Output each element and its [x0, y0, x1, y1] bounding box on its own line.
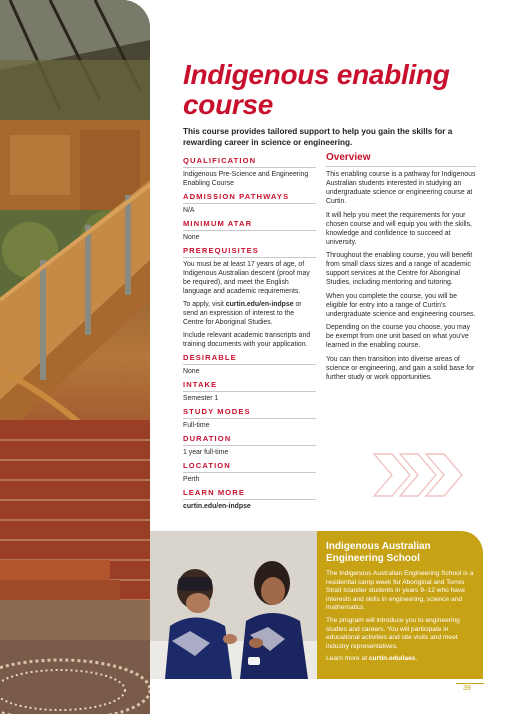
overview-paragraph-4: When you complete the course, you will be eligible for entry into a range of Curtin's undergraduate science and engineering courses.: [326, 292, 476, 318]
divider: [326, 166, 476, 167]
chevron-decoration-icon: [372, 452, 472, 498]
overview-paragraph-1: This enabling course is a pathway for Indigenous Australian students interested in studying an undergraduate science or engineering course at Curtin.: [326, 171, 476, 205]
qualification-label: QUALIFICATION: [183, 156, 257, 165]
admission-value: N/A: [183, 207, 195, 214]
learn-more-text: Learn more at: [326, 655, 369, 663]
overview-heading: Overview: [326, 152, 371, 163]
intro-text: This course provides tailored support to help you gain the skills for a rewarding career in science or engineering.: [183, 127, 453, 147]
apply-link[interactable]: curtin.edu/en-indpse: [225, 301, 294, 308]
atar-label: MINIMUM ATAR: [183, 219, 253, 228]
divider: [183, 418, 316, 419]
intake-label: INTAKE: [183, 380, 218, 389]
page-title: Indigenous enabling course: [183, 59, 450, 120]
overview-paragraph-5: Depending on the course you choose, you may be exempt from one unit based on what you've learned in the enabling course.: [326, 324, 471, 349]
divider: [183, 391, 316, 392]
divider: [183, 499, 316, 500]
divider: [183, 445, 316, 446]
study-modes-value: Full-time: [183, 422, 210, 429]
qualification-value: Indigenous Pre-Science and Engineering Enabling Course: [183, 171, 309, 187]
desirable-value: None: [183, 368, 200, 375]
overview-section: [326, 152, 476, 386]
feature-paragraph-1: The Indigenous Australian Engineering School is a residential camp week for Aboriginal and Torres Strait Islander students in years 9–12 who have interests and skills in engineering, science and mathematics.: [326, 570, 474, 612]
prereq-apply-text: To apply, visit: [183, 301, 226, 308]
staircase-photo: [0, 0, 150, 714]
divider: [183, 167, 316, 168]
iaes-feature-box: [317, 531, 483, 679]
divider: [183, 230, 316, 231]
duration-value: 1 year full-time: [183, 449, 229, 456]
iaes-link[interactable]: curtin.edu/iaes: [368, 655, 416, 663]
learn-more-text-end: .: [415, 655, 418, 663]
location-label: LOCATION: [183, 461, 231, 470]
staircase-illustration: [0, 0, 150, 714]
feature-paragraph-3: [326, 655, 474, 664]
divider: [183, 472, 316, 473]
learn-more-link[interactable]: curtin.edu/en-indpse: [183, 503, 251, 510]
students-vr-photo: [150, 531, 317, 679]
intake-value: Semester 1: [183, 395, 219, 402]
overview-paragraph-2: It will help you meet the requirements for your chosen course and will equip you with the skills, knowledge and confidence to succeed at university.: [326, 211, 472, 246]
location-value: Perth: [183, 476, 200, 483]
prerequisites-text-1: You must be at least 17 years of age, of Indigenous Australian descent (proof may be required), and meet the English language and academic requirements.: [183, 261, 310, 295]
duration-label: DURATION: [183, 434, 232, 443]
atar-value: None: [183, 234, 200, 241]
students-illustration: [150, 531, 317, 679]
prerequisites-text-3: Include relevant academic transcripts and training documents with your application.: [183, 332, 311, 348]
page-number: 39: [463, 685, 471, 692]
overview-paragraph-6: You can then transition into diverse areas of science or engineering, and gain a solid base for further study or work opportunities.: [326, 355, 475, 381]
learn-more-label: LEARN MORE: [183, 488, 246, 497]
admission-label: ADMISSION PATHWAYS: [183, 192, 290, 201]
study-modes-label: STUDY MODES: [183, 407, 251, 416]
overview-paragraph-3: Throughout the enabling course, you will benefit from small class sizes and a range of academic support services at the Centre for Aboriginal Studies, including mentoring and tutoring.: [326, 252, 473, 286]
desirable-label: DESIRABLE: [183, 353, 237, 362]
feature-paragraph-2: The program will introduce you to engineering studies and careers. You will participate in educational activities and site visits and meet industry representatives.: [326, 616, 460, 650]
divider: [183, 203, 316, 204]
course-info-column: [183, 152, 316, 511]
feature-heading: Indigenous Australian Engineering School: [326, 541, 431, 564]
prerequisites-text-2: [183, 300, 316, 327]
page-number-rule: [456, 683, 484, 684]
prerequisites-label: PREREQUISITES: [183, 246, 259, 255]
prereq-apply-text-end: or send an expression of interest to the Centre for Aboriginal Studies.: [183, 301, 302, 326]
divider: [183, 257, 316, 258]
divider: [183, 364, 316, 365]
